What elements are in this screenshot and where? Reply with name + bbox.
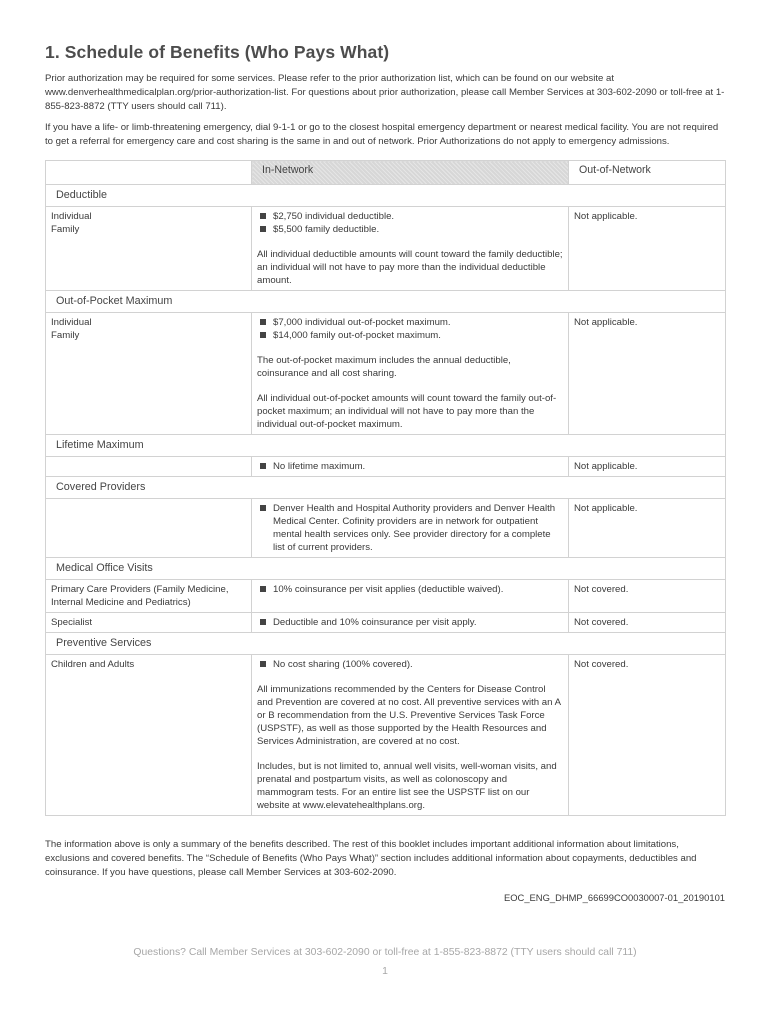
label-family: Family bbox=[51, 330, 80, 341]
table-row bbox=[46, 457, 726, 477]
summary-paragraph: The information above is only a summary of the benefits described. The rest of this booklet includes important additional information about limitations, exclusions and covered benefits. The “Schedule of Benefits (Who Pays What)” section includes additional information about copayments, deductibles and coinsurance. If you have questions, please call Member Services at 303-602-2090. bbox=[45, 839, 697, 878]
bullet-item: No lifetime maximum. bbox=[257, 460, 563, 473]
label-family: Family bbox=[51, 224, 80, 235]
bullet-item: $2,750 individual deductible. bbox=[257, 210, 563, 223]
deductible-note: All individual deductible amounts will count toward the family deductible; an individual will not have to pay more than the individual deductible amount. bbox=[257, 249, 563, 286]
out-network-cell: Not applicable. bbox=[569, 313, 726, 435]
label-individual: Individual bbox=[51, 317, 92, 328]
bullet-item: Deductible and 10% coinsurance per visit apply. bbox=[257, 616, 563, 629]
label-individual: Individual bbox=[51, 211, 92, 222]
bullet-item: $7,000 individual out-of-pocket maximum. bbox=[257, 316, 563, 329]
intro-emergency: If you have a life- or limb-threatening emergency, dial 9-1-1 or go to the closest hospital emergency department or nearest medical facility. You are not required to get a referral for emergency care and cost sharing is the same in and out of network. Prior Authorizations do not apply to emergency admissions. bbox=[45, 122, 719, 147]
out-network-cell: Not applicable. bbox=[569, 499, 726, 558]
header-in-network: In-Network bbox=[252, 161, 569, 185]
document-code: EOC_ENG_DHMP_66699CO0030007-01_20190101 bbox=[504, 892, 725, 903]
row-label-primary-care: Primary Care Providers (Family Medicine, Internal Medicine and Pediatrics) bbox=[46, 580, 252, 613]
oop-note: The out-of-pocket maximum includes the annual deductible, coinsurance and all cost sharing. bbox=[257, 355, 511, 379]
in-network-cell bbox=[252, 499, 569, 558]
bullet-item: No cost sharing (100% covered). bbox=[257, 658, 563, 671]
footer-questions: Questions? Call Member Services at 303-602-2090 or toll-free at 1-855-823-8872 (TTY users should call 711) bbox=[133, 947, 637, 958]
in-network-cell bbox=[252, 613, 569, 633]
bullet-item: 10% coinsurance per visit applies (deductible waived). bbox=[257, 583, 563, 596]
table-header-row bbox=[46, 161, 726, 185]
bullet-item: $14,000 family out-of-pocket maximum. bbox=[257, 329, 563, 342]
preventive-note: Includes, but is not limited to, annual well visits, well-woman visits, and prenatal and postpartum visits, as well as colonoscopy and mammogram tests. For an entire list see the USPSTF list on our website at www.elevatehealthplans.org. bbox=[257, 761, 557, 811]
header-out-of-network: Out-of-Network bbox=[569, 161, 726, 185]
page-number: 1 bbox=[382, 966, 388, 977]
header-blank bbox=[46, 161, 252, 185]
row-label bbox=[46, 313, 252, 435]
in-network-cell bbox=[252, 457, 569, 477]
page-title: 1. Schedule of Benefits (Who Pays What) bbox=[45, 42, 390, 62]
section-out-of-pocket: Out-of-Pocket Maximum bbox=[46, 291, 726, 313]
row-label-specialist: Specialist bbox=[46, 613, 252, 633]
page bbox=[45, 40, 725, 903]
benefits-table bbox=[45, 160, 726, 816]
in-network-cell bbox=[252, 580, 569, 613]
table-row bbox=[46, 580, 726, 613]
section-preventive-services: Preventive Services bbox=[46, 633, 726, 655]
bullet-item: $5,500 family deductible. bbox=[257, 223, 563, 236]
preventive-note: All immunizations recommended by the Centers for Disease Control and Prevention are covered at no cost. All preventive services with an A or B recommendation from the U.S. Preventive Services Task Force (USPSTF), as well as those supported by the Health Resources and Services Administration, are covered at no cost. bbox=[257, 684, 561, 747]
table-row bbox=[46, 207, 726, 291]
intro bbox=[45, 72, 725, 149]
section-lifetime-maximum: Lifetime Maximum bbox=[46, 435, 726, 457]
oop-note: All individual out-of-pocket amounts will count toward the family out-of-pocket maximum; an individual will not have to pay more than the individual out-of-pocket maximum. bbox=[257, 393, 557, 430]
row-label bbox=[46, 457, 252, 477]
section-covered-providers: Covered Providers bbox=[46, 477, 726, 499]
in-network-cell bbox=[252, 207, 569, 291]
section-medical-office-visits: Medical Office Visits bbox=[46, 558, 726, 580]
out-network-cell: Not covered. bbox=[569, 655, 726, 816]
in-network-cell bbox=[252, 313, 569, 435]
out-network-cell: Not applicable. bbox=[569, 457, 726, 477]
in-network-cell bbox=[252, 655, 569, 816]
row-label-children-adults: Children and Adults bbox=[46, 655, 252, 816]
table-row bbox=[46, 313, 726, 435]
table-row bbox=[46, 499, 726, 558]
intro-prior-auth: Prior authorization may be required for some services. Please refer to the prior authorization list, which can be found on our website at www.denverhealthmedicalplan.org/prior-authorization-list. For questions about prior authorization, please call Member Services at 303-602-2090 or toll-free at 1-855-823-8872 (TTY users should call 711). bbox=[45, 73, 725, 112]
section-deductible: Deductible bbox=[46, 185, 726, 207]
out-network-cell: Not covered. bbox=[569, 580, 726, 613]
out-network-cell: Not covered. bbox=[569, 613, 726, 633]
row-label bbox=[46, 499, 252, 558]
table-row bbox=[46, 655, 726, 816]
bullet-item: Denver Health and Hospital Authority providers and Denver Health Medical Center. Cofinity providers are in network for outpatient mental health services only. See provider directory for a complete list of current providers. bbox=[257, 502, 563, 554]
table-row bbox=[46, 613, 726, 633]
out-network-cell: Not applicable. bbox=[569, 207, 726, 291]
row-label bbox=[46, 207, 252, 291]
